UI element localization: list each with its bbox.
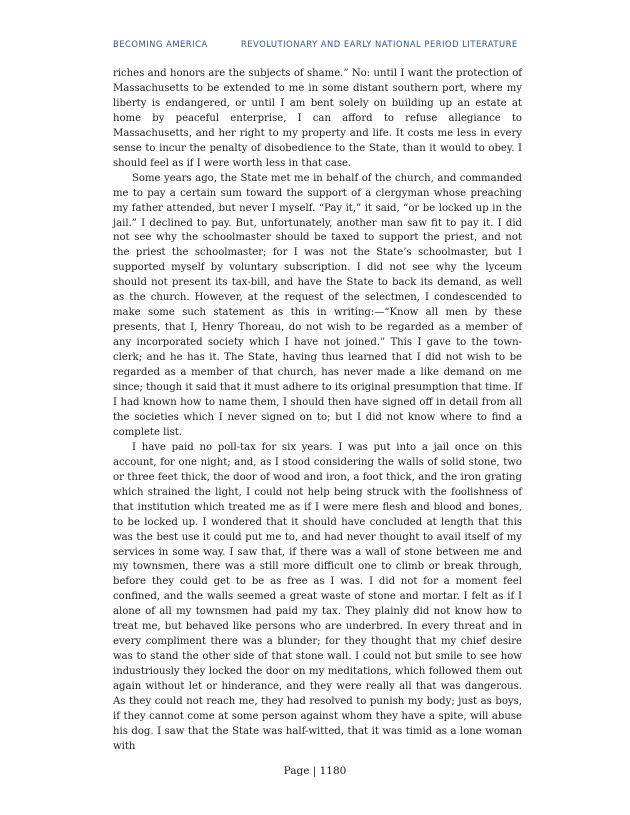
page-body: [113, 67, 522, 755]
paragraph-2: Some years ago, the State met me in behalf of the church, and commanded me to pay a certain sum toward the support of a clergyman whose preaching my father attended, but never I myself. “Pay it,” it said, “or be locked up in the jail.” I declined to pay. But, unfortunately, another man saw fit to pay it. I did not see why the schoolmaster should be taxed to support the priest, and not the priest the schoolmaster; for I was not the State’s schoolmaster, but I supported myself by voluntary subscription. I did not see why the lyceum should not present its tax-bill, and have the State to back its demand, as well as the church. However, at the request of the selectmen, I condescended to make some such statement as this in writing:—“Know all men by these presents, that I, Henry Thoreau, do not wish to be regarded as a member of any incorporated society which I have not joined.” This I gave to the town-clerk; and he has it. The State, having thus learned that I did not wish to be regarded as a member of that church, has never made a like demand on me since; though it said that it must adhere to its original presumption that time. If I had known how to name them, I should then have signed off in detail from all the societies which I never signed on to; but I did not know where to find a complete list.: [113, 172, 522, 438]
header-series-title: BECOMING AMERICA: [113, 39, 208, 49]
page-number: Page | 1180: [283, 765, 347, 777]
header-section-title: REVOLUTIONARY AND EARLY NATIONAL PERIOD LITERATURE: [240, 39, 518, 49]
running-header: [113, 39, 523, 49]
paragraph-1: riches and honors are the subjects of shame.” No: until I want the protection of Massachusetts to be extended to me in some distant southern port, where my liberty is endangered, or until I am bent solely on building up an estate at home by peaceful enterprise, I can afford to refuse allegiance to Massachusetts, and her right to my property and life. It costs me less in every sense to incur the penalty of disobedience to the State, than it would to obey. I should feel as if I were worth less in that case.: [113, 68, 522, 169]
paragraph-3: I have paid no poll-tax for six years. I was put into a jail once on this account, for one night; and, as I stood considering the walls of solid stone, two or three feet thick, the door of wood and iron, a foot thick, and the iron grating which strained the light, I could not help being struck with the foolishness of that institution which treated me as if I were mere flesh and blood and bones, to be locked up. I wondered that it should have concluded at length that this was the best use it could put me to, and had never thought to avail itself of my services in some way. I saw that, if there was a wall of stone between me and my townsmen, there was a still more difficult one to climb or break through, before they could get to be as free as I was. I did not for a moment feel confined, and the walls seemed a great waste of stone and mortar. I felt as if I alone of all my townsmen had paid my tax. They plainly did not know how to treat me, but behaved like persons who are underbred. In every threat and in every compliment there was a blunder; for they thought that my chief desire was to stand the other side of that stone wall. I could not but smile to see how industriously they locked the door on my meditations, which followed them out again without let or hinderance, and they were really all that was dangerous. As they could not reach me, they had resolved to punish my body; just as boys, if they cannot come at some person against whom they have a spite, will abuse his dog. I saw that the State was half-witted, that it was timid as a lone woman with: [113, 441, 522, 752]
